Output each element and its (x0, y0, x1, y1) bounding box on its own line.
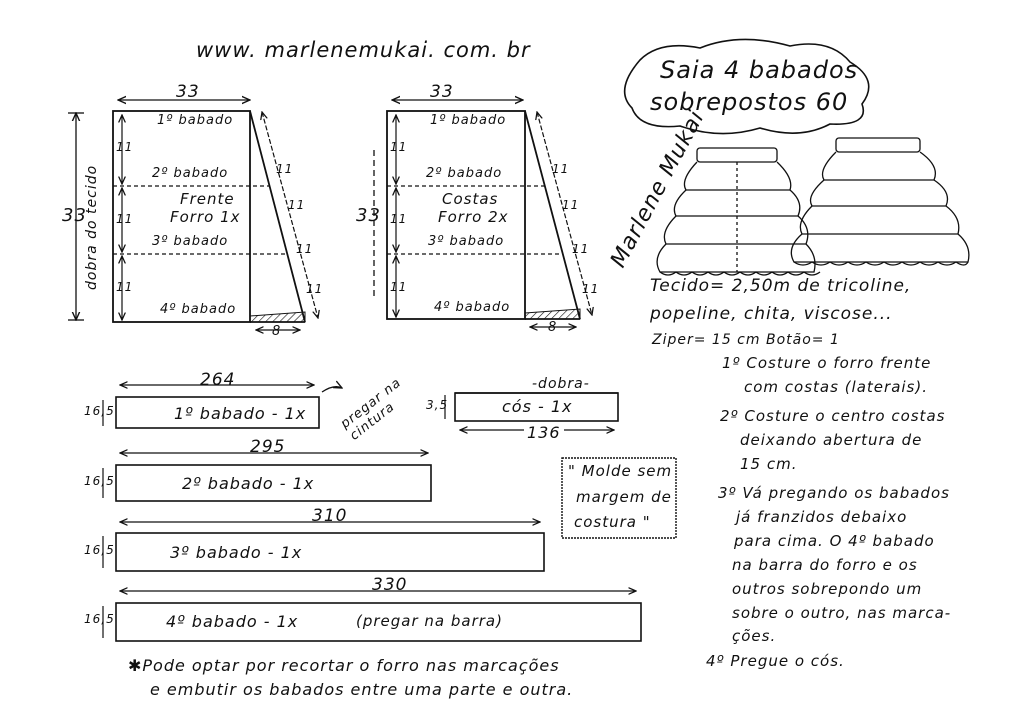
title-line-1: Saia 4 babados (660, 56, 859, 84)
back-side-seg-2: 11 (562, 198, 580, 212)
back-tier-4: 4º babado (434, 300, 511, 315)
step-3-line-5: outros sobrepondo um (732, 580, 923, 598)
step-3-line-3: para cima. O 4º babado (734, 532, 935, 550)
ruffle-2-label: 2º babado - 1x (182, 474, 315, 493)
front-tier-1: 1º babado (157, 113, 234, 128)
ruffle-3-label: 3º babado - 1x (170, 543, 303, 562)
front-flare-label: 8 (272, 324, 282, 339)
waistband-label: cós - 1x (502, 397, 573, 416)
back-tier-3: 3º babado (428, 234, 505, 249)
back-label-1: Costas (442, 190, 499, 208)
front-side-seg-3: 11 (296, 242, 314, 256)
front-label-1: Frente (180, 190, 235, 208)
front-seg-3: 11 (116, 280, 134, 294)
skirt-back-sketch (791, 138, 969, 265)
ruffle-4-height: 16,5 (84, 612, 115, 626)
site-url: www. marlenemukai. com. br (196, 38, 531, 62)
back-seg-2: 11 (390, 212, 408, 226)
back-side-seg-1: 11 (552, 162, 570, 176)
mold-note-2: margem de (576, 488, 672, 506)
step-1-line-1: 1º Costure o forro frente (722, 354, 932, 372)
front-tier-3: 3º babado (152, 234, 229, 249)
back-side-seg-4: 11 (582, 282, 600, 296)
ruffle-1-length: 264 (200, 370, 236, 390)
ruffle-1-note: pregar na cintura (338, 375, 405, 444)
front-seg-1: 11 (116, 140, 134, 154)
front-tier-2: 2º babado (152, 166, 229, 181)
front-height-label: 33 (62, 205, 87, 226)
back-label-2: Forro 2x (438, 208, 509, 226)
back-height-label: 33 (356, 205, 381, 226)
step-2-line-3: 15 cm. (740, 455, 798, 473)
ruffle-1-label: 1º babado - 1x (174, 404, 307, 423)
mold-note-3: costura " (574, 513, 651, 531)
pleat-arrow (322, 387, 342, 392)
front-seg-2: 11 (116, 212, 134, 226)
front-width-label: 33 (176, 82, 200, 102)
front-side-seg-1: 11 (276, 162, 294, 176)
back-flare-label: 8 (548, 320, 558, 335)
ruffle-4-label: 4º babado - 1x (166, 612, 299, 631)
title-line-2: sobrepostos 60 (650, 88, 849, 116)
signature: Marlene Mukai (606, 106, 710, 272)
step-3-line-7: ções. (732, 627, 777, 645)
step-3-line-2: já franzidos debaixo (736, 508, 908, 526)
step-2-line-1: 2º Costure o centro costas (720, 407, 946, 425)
fabric-line-1: Tecido= 2,50m de tricoline, (650, 276, 912, 296)
mold-note-1: " Molde sem (568, 462, 673, 480)
front-side-seg-4: 11 (306, 282, 324, 296)
ruffle-3-height: 16,5 (84, 543, 115, 557)
waistband-fold: -dobra- (532, 376, 590, 392)
waistband-length: 136 (524, 423, 564, 442)
step-2-line-2: deixando abertura de (740, 431, 923, 449)
back-seg-3: 11 (390, 280, 408, 294)
ruffle-3-length: 310 (312, 506, 348, 526)
ruffle-4-note: (pregar na barra) (356, 612, 503, 630)
front-label-2: Forro 1x (170, 208, 241, 226)
ruffle-2-length: 295 (250, 437, 286, 457)
fabric-line-3: Ziper= 15 cm Botão= 1 (652, 332, 840, 348)
back-tier-2: 2º babado (426, 166, 503, 181)
front-side-seg-2: 11 (288, 198, 306, 212)
footnote-line-1: ✱Pode optar por recortar o forro nas marcações (128, 656, 560, 675)
step-3-line-4: na barra do forro e os (732, 556, 918, 574)
back-seg-1: 11 (390, 140, 408, 154)
back-width-label: 33 (430, 82, 454, 102)
ruffle-2-height: 16,5 (84, 474, 115, 488)
step-3-line-6: sobre o outro, nas marca- (732, 604, 952, 622)
ruffle-1-height: 16,5 (84, 404, 115, 418)
waistband-height: 3,5 (426, 398, 449, 412)
step-4-line-1: 4º Pregue o cós. (706, 652, 845, 670)
step-3-line-1: 3º Vá pregando os babados (718, 484, 950, 502)
front-tier-4: 4º babado (160, 302, 237, 317)
footnote-line-2: e embutir os babados entre uma parte e outra. (150, 680, 574, 699)
fold-label: dobra do tecido (84, 164, 100, 290)
fabric-line-2: popeline, chita, viscose... (650, 304, 893, 324)
back-tier-1: 1º babado (430, 113, 507, 128)
ruffle-4-length: 330 (372, 575, 408, 595)
back-side-seg-3: 11 (572, 242, 590, 256)
step-1-line-2: com costas (laterais). (744, 378, 928, 396)
title-cloud (625, 39, 869, 133)
